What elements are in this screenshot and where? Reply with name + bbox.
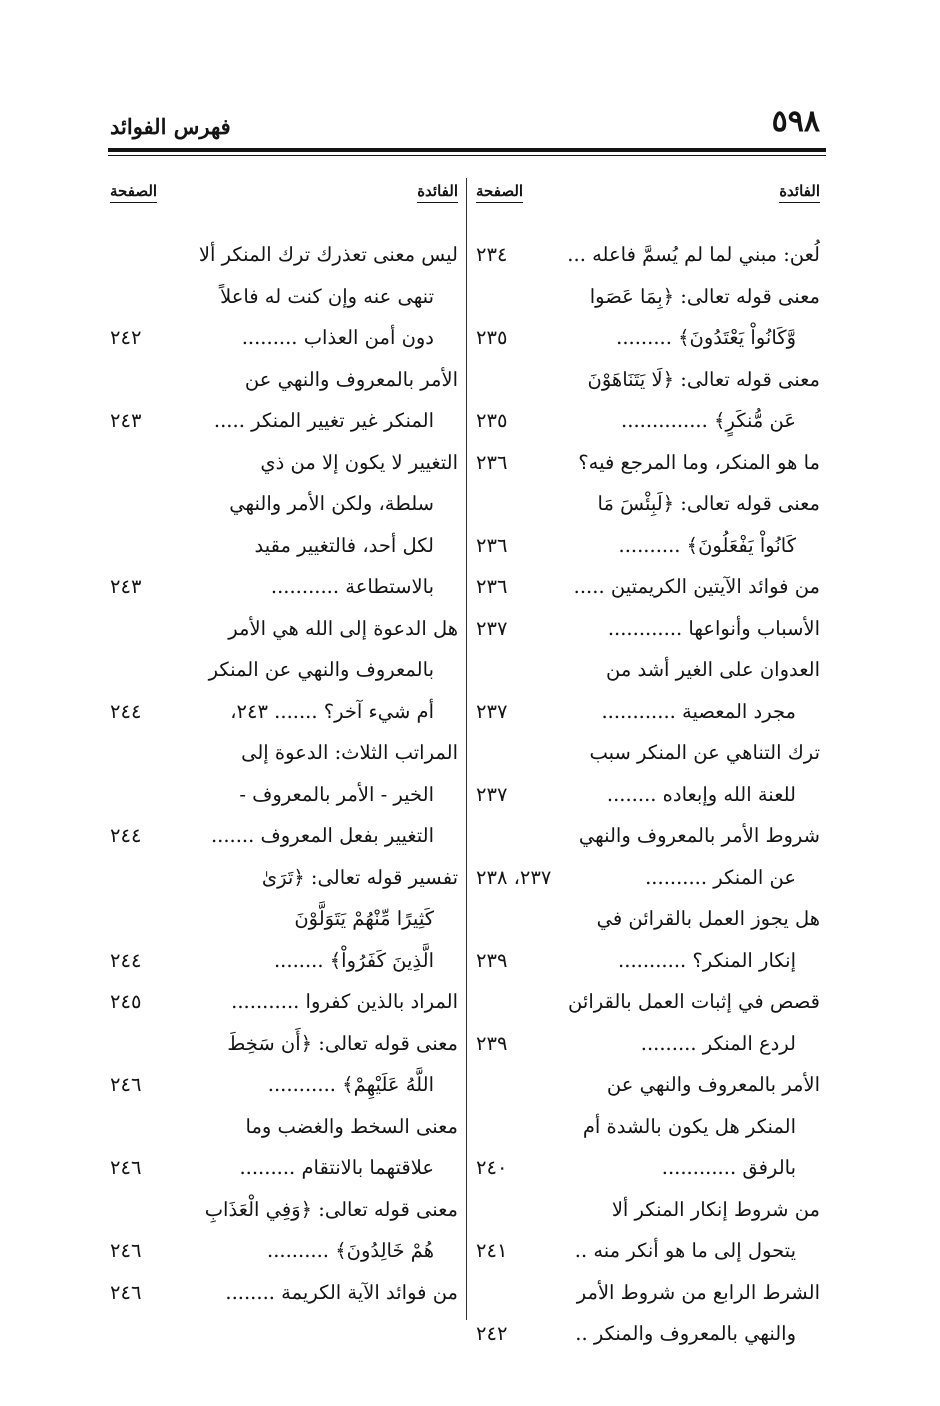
entry-topic-line: المراتب الثلاث: الدعوة إلى (241, 741, 458, 764)
index-entry (476, 608, 820, 650)
entry-topic (554, 234, 820, 276)
entry-page-number: ٢٣٦ (476, 450, 508, 474)
entry-topic-line: أم شيء آخر؟ ....... ٢٤٣، (230, 699, 434, 723)
entry-topic-line: بالرفق ............ (661, 1156, 796, 1179)
column-header-topic: الفائدة (417, 182, 458, 203)
entry-page-number: ٢٣٦ (476, 575, 508, 598)
entry-topic-line: معنى السخط والغضب وما (245, 1114, 458, 1138)
entry-topic-line: الشرط الرابع من شروط الأمر (576, 1280, 820, 1304)
entry-page-number: ٢٤٢ (476, 1322, 508, 1345)
index-entry (476, 981, 820, 1064)
entry-topic-line: الأمر بالمعروف والنهي عن (244, 367, 458, 391)
entry-topic-line: تفسير قوله تعالى: ﴿تَرَىٰ (261, 865, 458, 889)
entry-topic-line: الَّذِينَ كَفَرُواْ﴾ ........ (273, 948, 434, 972)
entry-topic (188, 1189, 458, 1272)
entry-page-number: ٢٣٥ (476, 326, 508, 349)
index-entry (110, 1106, 458, 1189)
index-entry (110, 442, 458, 608)
entry-topic-line: شروط الأمر بالمعروف والنهي (578, 824, 820, 847)
entry-topic-line: اللَّهُ عَلَيْهِمْ﴾ ........... (267, 1073, 434, 1096)
index-entry (476, 732, 820, 815)
column-header-topic: الفائدة (779, 182, 820, 203)
entry-page-number: ٢٤٣ (110, 409, 142, 432)
entry-topic (554, 442, 820, 484)
entry-topic (554, 815, 820, 898)
entry-topic-line: معنى قوله تعالى: ﴿لَبِئْسَ مَا (597, 492, 820, 515)
entry-topic (188, 981, 458, 1023)
entry-topic-line: عَن مُّنكَرٍ﴾ .............. (621, 409, 796, 432)
entry-topic (188, 442, 458, 608)
entry-topic (554, 649, 820, 732)
index-entry (476, 649, 820, 732)
entry-topic-line: معنى قوله تعالى: ﴿بِمَا عَصَوا (589, 284, 820, 308)
entry-topic (188, 1023, 458, 1106)
index-entry (476, 483, 820, 566)
page-number: ٥٩٨ (771, 104, 820, 139)
entry-topic (554, 1189, 820, 1272)
entry-topic (554, 566, 820, 608)
entry-topic-line: معنى قوله تعالى: ﴿أَن سَخِطَ (227, 1031, 458, 1055)
entry-topic-line: معنى قوله تعالى: ﴿وَفِي الْعَذَابِ (204, 1197, 458, 1221)
index-entries (110, 234, 458, 1313)
entry-topic-line: مجرد المعصية ............ (601, 699, 796, 723)
entry-topic (188, 1106, 458, 1189)
entry-topic (188, 359, 458, 442)
index-entry (476, 1189, 820, 1272)
index-entry (110, 1189, 458, 1272)
entry-topic (188, 608, 458, 733)
column-header (110, 172, 458, 212)
entry-topic-line: المراد بالذين كفروا ........... (231, 990, 458, 1013)
entry-topic-line: دون أمن العذاب ......... (241, 326, 434, 349)
entry-topic-line: هل يجوز العمل بالقرائن في (596, 907, 820, 930)
entry-topic-line: بالمعروف والنهي عن المنكر (208, 658, 434, 681)
entry-topic-line: بالاستطاعة ........... (270, 575, 434, 598)
index-entry (476, 442, 820, 484)
entry-topic-line: عن المنكر .......... (645, 865, 796, 889)
index-entry (476, 1272, 820, 1355)
index-column-right (476, 172, 820, 1355)
entry-topic-line: للعنة الله وإبعاده ........ (606, 782, 796, 806)
entry-topic-line: هل الدعوة إلى الله هي الأمر (228, 616, 458, 640)
entry-topic (554, 483, 820, 566)
entry-topic-line: الأمر بالمعروف والنهي عن (606, 1073, 820, 1096)
entry-topic-line: من فوائد الآيتين الكريمتين ..... (573, 575, 820, 598)
column-header-page: الصفحة (110, 182, 157, 203)
entry-topic-line: لكل أحد، فالتغيير مقيد (254, 533, 434, 557)
column-divider (466, 178, 467, 1320)
entry-page-number: ٢٤٦ (110, 1073, 142, 1096)
index-entry (110, 857, 458, 982)
index-entry (110, 732, 458, 857)
entry-page-number: ٢٣٥ (476, 409, 508, 432)
entry-page-number: ٢٣٦ (476, 533, 508, 557)
index-entry (476, 1064, 820, 1189)
entry-page-number: ٢٤٢ (110, 326, 142, 349)
entry-topic-line: كَانُواْ يَفْعَلُونَ﴾ .......... (618, 533, 796, 557)
index-entry (110, 359, 458, 442)
column-header (476, 172, 820, 212)
entry-page-number: ٢٤٠ (476, 1156, 508, 1179)
entry-page-number: ٢٣٩ (476, 948, 508, 972)
entry-topic (188, 234, 458, 359)
index-entry (110, 981, 458, 1023)
entry-page-number: ٢٤٦ (110, 1239, 142, 1262)
entry-page-number: ٢٤٦ (110, 1156, 142, 1179)
entry-topic (554, 732, 820, 815)
column-header-page: الصفحة (476, 182, 523, 203)
entry-page-number: ٢٤٤ (110, 948, 142, 972)
index-entry (110, 234, 458, 359)
entry-page-number: ٢٣٧ (476, 616, 508, 640)
entry-page-number: ٢٣٧ (476, 782, 508, 806)
running-title: فهرس الفوائد (110, 114, 231, 139)
entry-page-number: ٢٣٧، ٢٣٨ (476, 865, 552, 889)
entry-topic (554, 276, 820, 359)
index-entries (476, 234, 820, 1355)
entry-topic-line: معنى قوله تعالى: ﴿لَا يَتَنَاهَوْنَ (587, 367, 820, 391)
entry-page-number: ٢٤١ (476, 1239, 508, 1262)
index-entry (476, 815, 820, 898)
entry-topic (554, 608, 820, 650)
entry-topic-line: التغيير لا يكون إلا من ذي (260, 450, 458, 474)
entry-topic-line: ترك التناهي عن المنكر سبب (589, 741, 820, 764)
index-entry (476, 566, 820, 608)
entry-topic-line: قصص في إثبات العمل بالقرائن (568, 990, 820, 1013)
entry-topic-line: هُمْ خَالِدُونَ﴾ .......... (267, 1239, 434, 1262)
entry-page-number: ٢٣٩ (476, 1031, 508, 1055)
header-rule (108, 148, 826, 152)
entry-topic-line: تنهى عنه وإن كنت له فاعلاً (220, 284, 434, 308)
entry-topic-line: ليس معنى تعذرك ترك المنكر ألا (198, 243, 458, 266)
entry-topic (554, 898, 820, 981)
index-entry (476, 898, 820, 981)
entry-topic-line: من شروط إنكار المنكر ألا (611, 1197, 820, 1221)
entry-topic (188, 1272, 458, 1314)
entry-topic-line: المنكر هل يكون بالشدة أم (582, 1114, 796, 1138)
entry-topic-line: كَثِيرًا مِّنْهُمْ يَتَوَلَّوْنَ (294, 907, 434, 930)
entry-page-number: ٢٤٤ (110, 699, 142, 723)
entry-topic-line: الخير - الأمر بالمعروف - (239, 782, 434, 806)
header-rule-thin (108, 155, 826, 156)
entry-page-number: ٢٤٥ (110, 990, 142, 1013)
entry-topic-line: لردع المنكر ......... (640, 1031, 796, 1055)
index-entry (476, 359, 820, 442)
entry-topic (554, 1064, 820, 1189)
entry-topic-line: والنهي بالمعروف والمنكر .. (575, 1322, 796, 1345)
entry-topic-line: لُعن: مبني لما لم يُسمَّ فاعله ... (567, 243, 820, 266)
entry-topic-line: العدوان على الغير أشد من (606, 658, 820, 681)
index-entry (476, 234, 820, 276)
entry-topic-line: إنكار المنكر؟ ........... (618, 948, 796, 972)
index-entry (110, 1272, 458, 1314)
entry-topic-line: يتحول إلى ما هو أنكر منه .. (574, 1239, 796, 1262)
entry-topic (554, 359, 820, 442)
index-entry (110, 608, 458, 733)
index-column-left (110, 172, 458, 1313)
entry-topic (554, 1272, 820, 1355)
entry-topic (188, 732, 458, 857)
entry-page-number: ٢٤٤ (110, 824, 142, 847)
entry-topic-line: المنكر غير تغيير المنكر ..... (213, 409, 434, 432)
entry-topic-line: وَّكَانُواْ يَعْتَدُونَ﴾ ......... (616, 326, 796, 349)
entry-topic (554, 981, 820, 1064)
entry-topic-line: الأسباب وأنواعها ............ (607, 616, 820, 640)
entry-topic-line: التغيير بفعل المعروف ....... (210, 824, 434, 847)
entry-page-number: ٢٤٣ (110, 575, 142, 598)
entry-page-number: ٢٣٤ (476, 243, 508, 266)
entry-topic-line: سلطة، ولكن الأمر والنهي (229, 492, 434, 515)
entry-page-number: ٢٣٧ (476, 699, 508, 723)
entry-page-number: ٢٤٦ (110, 1280, 142, 1304)
entry-topic-line: علاقتهما بالانتقام ......... (239, 1156, 434, 1179)
entry-topic-line: من فوائد الآية الكريمة ........ (225, 1280, 458, 1304)
entry-topic-line: ما هو المنكر، وما المرجع فيه؟ (578, 450, 820, 474)
index-entry (476, 276, 820, 359)
entry-topic (188, 857, 458, 982)
index-entry (110, 1023, 458, 1106)
